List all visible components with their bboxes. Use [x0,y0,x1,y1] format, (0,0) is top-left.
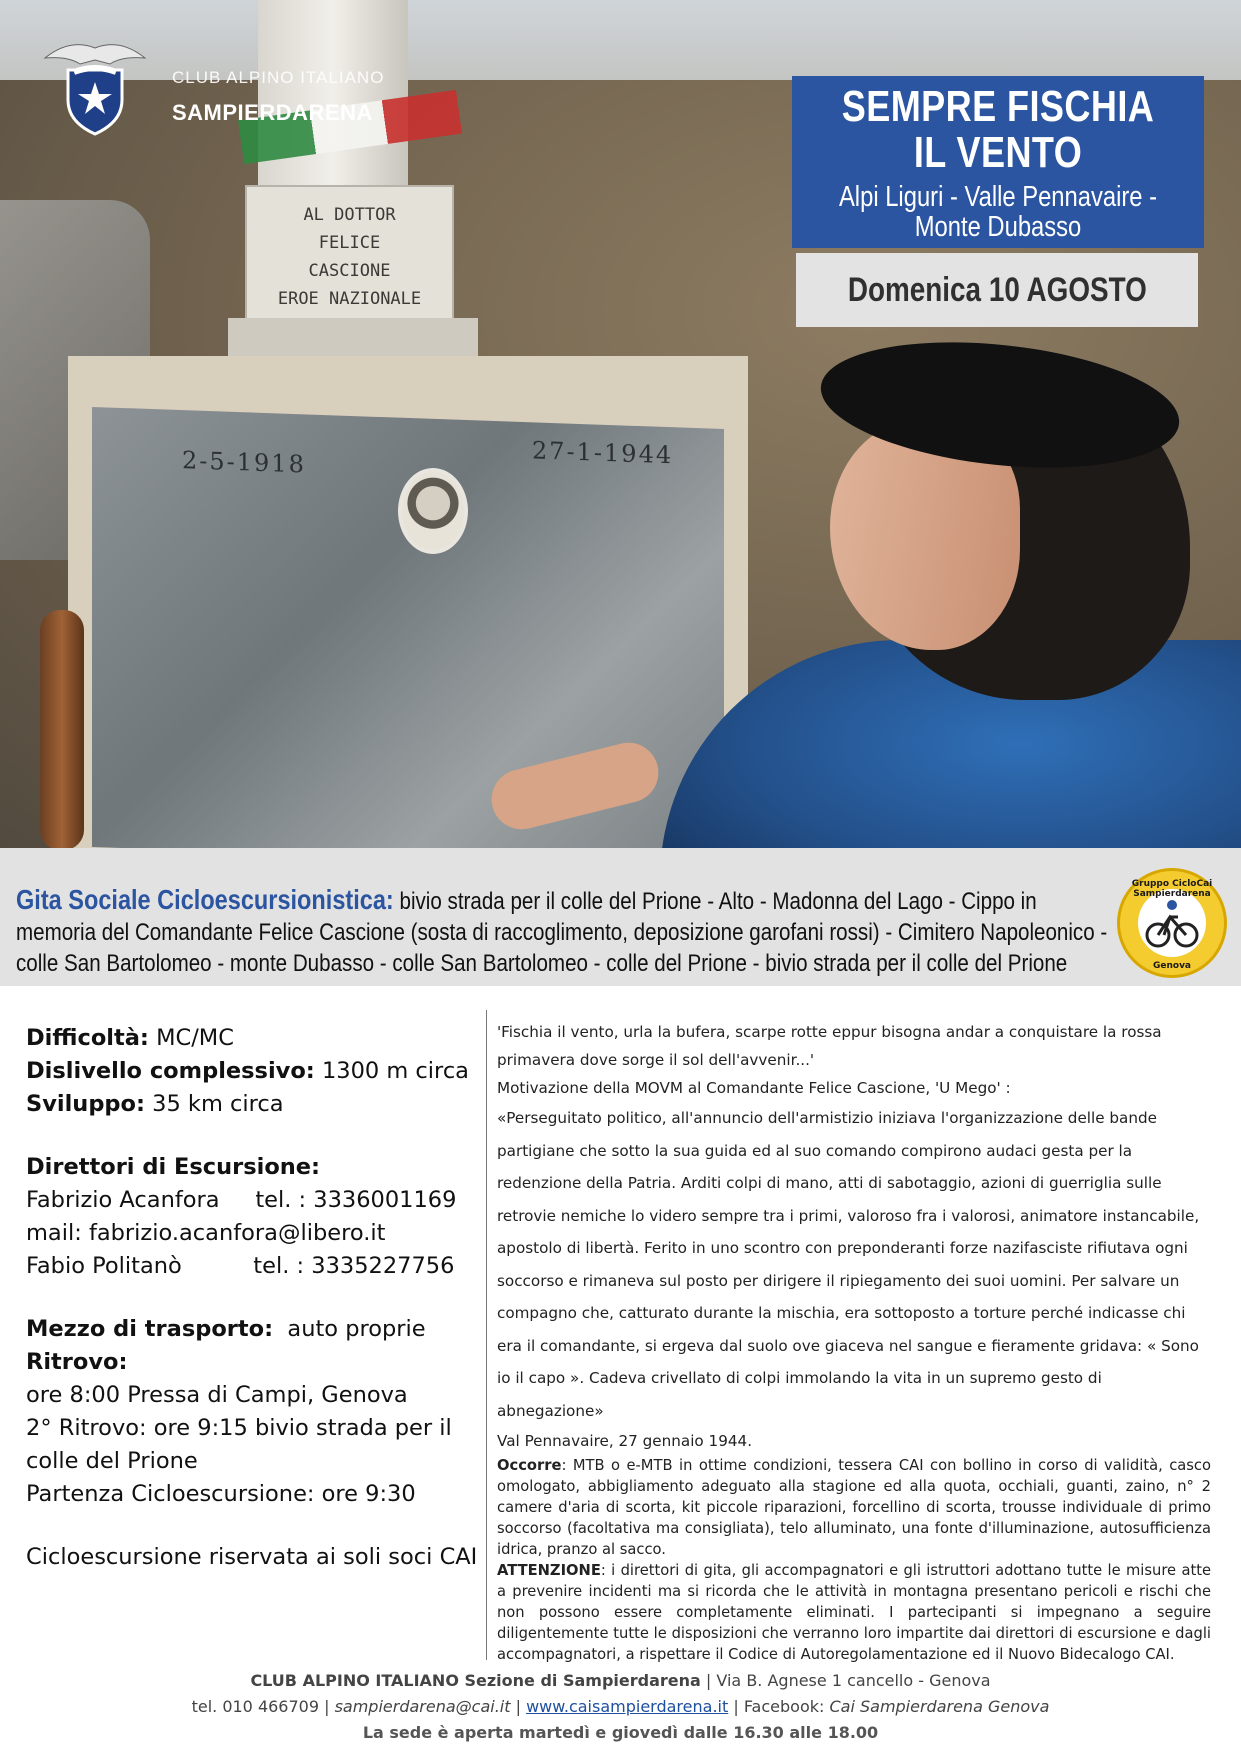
pedestal-line: EROE NAZIONALE [277,289,422,309]
transport-label: Mezzo di trasporto: [26,1316,274,1342]
title-box [792,76,1204,248]
wooden-log [40,610,84,848]
plaque-date-right: 27-1-1944 [532,436,674,470]
date-box [796,253,1198,327]
pedestal-line: AL DOTTOR [303,205,396,225]
event-subtitle: Alpi Liguri - Valle Pennavaire - Monte Dubasso [838,181,1158,243]
motivation-title: Motivazione della MOVM al Comandante Felice Cascione, 'U Mego' : [497,1079,1011,1097]
director-1: Fabrizio Acanfora tel. : 3336001169 [26,1187,457,1213]
logo-text-section: SAMPIERDARENA [172,100,373,125]
required-equipment [497,1455,1211,1560]
monument-pedestal [245,185,454,324]
monument-base [228,318,478,358]
story-column [497,1018,1211,1665]
badge-text-bottom: Genova [1152,961,1192,971]
route-description [16,884,1108,979]
separator: | [700,1671,717,1690]
bicycle-icon [1138,889,1206,957]
trip-type: Gita Sociale Cicloescursionistica: [16,884,394,915]
footer-phone: tel. 010 466709 [191,1697,320,1716]
meeting-1: ore 8:00 Pressa di Campi, Genova [26,1382,408,1408]
difficulty-row [26,1022,486,1055]
director-2: Fabio Politanò tel. : 3335227756 [26,1253,455,1279]
warning-text: : i direttori di gita, gli accompagnatori e gli istruttori adottano tutte le misure atte a prevenire incidenti ma si ricorda che le attività in montagna presentano pericoli e rischi che non possono essere completamente eliminati. I partecipanti si impegnano a seguire diligentemente tutte le disposizioni che verranno loro impartite dai direttori di escursione e dagli accompagnatori, a rispettare il Codice di Autoregolamentazione ed il Nuovo Bidecalogo CAI. [497,1562,1211,1663]
event-title: SEMPRE FISCHIA IL VENTO [841,82,1155,177]
footer-line-1 [0,1668,1241,1694]
badge-text-top: Gruppo CicloCai Sampierdarena [1131,879,1213,899]
difficulty-label: Difficoltà: [26,1025,149,1051]
separator: | [319,1697,335,1716]
eagle-shield-icon [40,30,150,140]
meeting-2: 2° Ritrovo: ore 9:15 bivio strada per il colle del Prione [26,1415,452,1474]
cai-logo [40,30,150,140]
warning [497,1560,1211,1665]
pedestal-line: FELICE [318,233,381,253]
song-quote: 'Fischia il vento, urla la bufera, scarpe rotte eppur bisogna andar a conquistare la rossa primavera dove sorge il sol dell'avvenir...' [497,1023,1162,1069]
footer-line-2 [0,1694,1241,1720]
pedestal-line: CASCIONE [308,261,391,281]
footer-address: Via B. Agnese 1 cancello - Genova [716,1671,991,1690]
details-column [26,1022,486,1574]
length-row [26,1088,486,1121]
required-text: : MTB o e-MTB in ottime condizioni, tessera CAI con bollino in corso di validità, casco omologato, abbigliamento adeguato alla stagione ed alla quota, occhiali, guanti, zaino, n° 2 camere d'aria di scorta, kit piccole riparazioni, forcellino di scorta, trousse individuale di primo soccorso (facoltativa ma consigliata), telo alluminato, una fonte d'illuminazione, autosufficienza idrica, pranzo al sacco. [497,1457,1211,1558]
route-text: bivio strada per il colle del Prione - Alto - Madonna del Lago - Cippo in memoria del Comandante Felice Cascione (sosta di raccoglimento, deposizione garofani rossi) - Cimitero Napoleonico - colle San Bartolomeo - monte Dubasso - colle San Bartolomeo - colle del Prione - bivio strada per il colle del Prione [16,888,1108,977]
footer-facebook-label: Facebook: [743,1697,830,1716]
footer-email[interactable]: sampierdarena@cai.it [334,1697,511,1716]
members-note: Cicloescursione riservata ai soli soci CAI [26,1544,478,1570]
transport-value: auto proprie [287,1316,426,1342]
required-label: Occorre [497,1457,562,1474]
length-label: Sviluppo: [26,1091,145,1117]
footer-org: CLUB ALPINO ITALIANO Sezione di Sampierdarena [250,1671,701,1690]
footer-facebook[interactable]: Cai Sampierdarena Genova [829,1697,1050,1716]
director-1-mail[interactable]: mail: fabrizio.acanfora@libero.it [26,1220,386,1246]
elevation-row [26,1055,486,1088]
motivation-text: «Perseguitato politico, all'annuncio dell'armistizio iniziava l'organizzazione delle bande partigiane che sotto la sua guida ed al suo comando compirono audaci gesta per la redenzione della Patria. Arditi colpi di mano, atti di sabotaggio, azioni di guerriglia sulle retrovie nemiche lo videro sempre tra i primi, valoroso fra i valorosi, animatore instancabile, apostolo di libertà. Ferito in uno scontro con preponderanti forze nazifasciste rifiutava ogni soccorso e rimaneva sul posto per dirigere il ripiegamento dei suoi uomini. Per salvare un compagno che, catturato durante la mischia, era sottoposto a torture perché indicasse chi era il comandante, si ergeva dal suolo ove giaceva nel sangue e fieramente gridava: « Sono io il capo ». Cadeva crivellato di colpi immolando la vita in un supremo gesto di abnegazione» [497,1109,1200,1420]
footer [0,1668,1241,1746]
separator: | [510,1697,527,1716]
elevation-value: 1300 m circa [321,1058,469,1084]
ciclocai-badge [1117,868,1227,978]
warning-label: ATTENZIONE [497,1562,601,1579]
directors-heading: Direttori di Escursione: [26,1154,321,1180]
logo-text-club: CLUB ALPINO ITALIANO [172,68,385,87]
length-value: 35 km circa [152,1091,284,1117]
place-date: Val Pennavaire, 27 gennaio 1944. [497,1432,753,1450]
event-date: Domenica 10 AGOSTO [847,270,1147,309]
monument-column [258,0,408,195]
plaque-date-left: 2-5-1918 [182,446,306,479]
footer-website-link[interactable]: www.caisampierdarena.it [526,1697,729,1716]
difficulty-value: MC/MC [156,1025,234,1051]
footer-hours: La sede è aperta martedì e giovedì dalle 16.30 alle 18.00 [362,1723,879,1742]
departure: Partenza Cicloescursione: ore 9:30 [26,1481,416,1507]
meeting-heading: Ritrovo: [26,1349,128,1375]
separator: | [728,1697,744,1716]
portrait-photo [398,468,468,554]
badge-center [1138,889,1206,957]
column-divider [486,1010,487,1660]
elevation-label: Dislivello complessivo: [26,1058,315,1084]
transport-row [26,1313,486,1346]
